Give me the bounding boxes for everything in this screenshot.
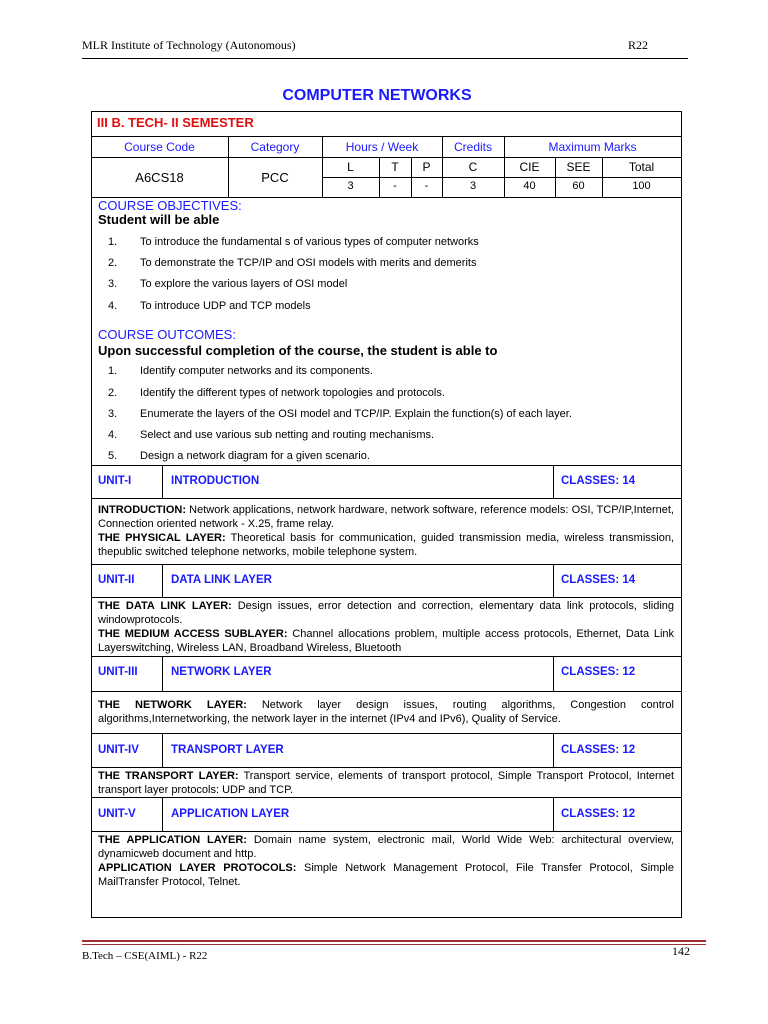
unit2-classes: CLASSES: 14	[561, 574, 636, 586]
unit1-content	[98, 503, 674, 559]
list-item: 2. To demonstrate the TCP/IP and OSI models with merits and demerits	[108, 257, 477, 269]
semester-divider	[91, 136, 681, 137]
sub-l: L	[347, 160, 354, 174]
list-item: 3. To explore the various layers of OSI model	[108, 278, 348, 290]
category-value: PCC	[261, 170, 289, 185]
unit1-bottom	[91, 498, 681, 499]
list-item: 3. Enumerate the layers of the OSI model and TCP/IP. Explain the function(s) of each layer.	[108, 408, 572, 420]
unit4-top	[91, 733, 681, 734]
unit1-top	[91, 465, 681, 466]
unit2-top	[91, 564, 681, 565]
paragraph: THE DATA LINK LAYER: Design issues, error detection and correction, elementary data link protocols, sliding windowprotocols.	[98, 600, 675, 626]
unit2-content	[98, 599, 674, 655]
sub-c: C	[468, 160, 478, 174]
course-code-value: A6CS18	[135, 170, 184, 185]
list-item: 4. To introduce UDP and TCP models	[108, 300, 311, 312]
header-category: Category	[250, 140, 300, 154]
unit4-name: TRANSPORT LAYER	[171, 744, 284, 756]
paragraph: THE MEDIUM ACCESS SUBLAYER: Channel allocations problem, multiple access protocols, Ethernet, Data Link Layerswitching, Wireless LAN, Broadband Wireless, Bluetooth	[98, 628, 675, 654]
objectives-sub: Student will be able	[98, 212, 220, 227]
unit1-label: UNIT-I	[98, 475, 132, 487]
unit1-name: INTRODUCTION	[171, 475, 260, 487]
paragraph: THE APPLICATION LAYER: Domain name system, electronic mail, World Wide Web: architectural overview, dynamicweb document and http.	[98, 834, 674, 860]
unit4-label: UNIT-IV	[98, 744, 139, 756]
unit3-classes: CLASSES: 12	[561, 666, 636, 678]
footer-rule-bottom	[82, 944, 706, 945]
unit1-v2	[553, 465, 554, 498]
sub-see: SEE	[566, 160, 591, 174]
unit5-label: UNIT-V	[98, 808, 136, 820]
unit4-classes: CLASSES: 12	[561, 744, 636, 756]
regulation-label: R22	[628, 38, 649, 52]
unit2-v2	[553, 564, 554, 597]
unit5-bottom	[91, 831, 681, 832]
unit3-v2	[553, 656, 554, 691]
t-value: -	[393, 180, 397, 192]
sub-t: T	[391, 160, 399, 174]
unit2-label: UNIT-II	[98, 574, 135, 586]
header-max-marks: Maximum Marks	[548, 140, 637, 154]
unit5-v1	[162, 797, 163, 831]
footer-program: B.Tech – CSE(AIML) - R22	[82, 950, 208, 962]
unit4-content	[98, 769, 674, 797]
unit3-name: NETWORK LAYER	[171, 666, 272, 678]
sub-total: Total	[628, 160, 655, 174]
unit5-classes: CLASSES: 12	[561, 808, 636, 820]
list-item: 1. To introduce the fundamental s of various types of computer networks	[108, 236, 479, 248]
l-value: 3	[347, 180, 354, 192]
see-value: 60	[572, 180, 585, 192]
header-credits: Credits	[453, 140, 492, 154]
unit3-bottom	[91, 691, 681, 692]
paragraph: THE PHYSICAL LAYER: Theoretical basis for communication, guided transmission media, wireless transmission, thepublic switched telephone networks, mobile telephone system.	[98, 532, 674, 558]
list-item: 4. Select and use various sub netting and routing mechanisms.	[108, 429, 435, 441]
header-hours: Hours / Week	[345, 140, 419, 154]
sub-p: P	[422, 160, 431, 174]
footer-rule-top	[82, 940, 706, 942]
paragraph: INTRODUCTION: Network applications, network hardware, network software, reference models: OSI, TCP/IP,Internet, Connection oriented network - X.25, frame relay.	[98, 504, 674, 530]
table-line-1	[91, 157, 681, 158]
unit3-label: UNIT-III	[98, 666, 138, 678]
unit3-top	[91, 656, 681, 657]
paragraph: THE NETWORK LAYER: Network layer design issues, routing algorithms, Congestion control algorithms,Internetworking, the network layer in the internet (IPv4 and IPv6), Quality of Service.	[98, 699, 674, 725]
total-value: 100	[632, 180, 651, 192]
paragraph: THE TRANSPORT LAYER: Transport service, elements of transport protocol, Simple Transport Protocol, Internet transport layer protocols: UDP and TCP.	[98, 770, 674, 796]
unit4-v2	[553, 733, 554, 767]
p-value: -	[424, 180, 429, 192]
unit2-v1	[162, 564, 163, 597]
outcomes-sub: Upon successful completion of the course, the student is able to	[98, 343, 498, 358]
header-divider	[82, 58, 688, 59]
page-title: COMPUTER NETWORKS	[282, 87, 472, 104]
table-line-2	[322, 177, 681, 178]
unit4-bottom	[91, 767, 681, 768]
paragraph: APPLICATION LAYER PROTOCOLS: Simple Network Management Protocol, File Transfer Protocol, Simple MailTransfer Protocol, Telnet.	[98, 862, 674, 888]
unit4-v1	[162, 733, 163, 767]
unit2-name: DATA LINK LAYER	[171, 574, 272, 586]
objectives-heading: COURSE OBJECTIVES:	[98, 198, 242, 213]
semester-label: III B. TECH- II SEMESTER	[97, 115, 254, 130]
header-course-code: Course Code	[124, 140, 195, 154]
unit5-content	[98, 833, 674, 889]
unit1-classes: CLASSES: 14	[561, 475, 636, 487]
institute-name: MLR Institute of Technology (Autonomous)	[82, 38, 296, 52]
page-number: 142	[672, 944, 690, 958]
unit3-content	[98, 698, 674, 726]
list-item: 1. Identify computer networks and its components.	[108, 365, 373, 377]
list-item: 5. Design a network diagram for a given scenario.	[108, 450, 370, 462]
unit3-v1	[162, 656, 163, 691]
cie-value: 40	[523, 180, 536, 192]
unit1-v1	[162, 465, 163, 498]
list-item: 2. Identify the different types of network topologies and protocols.	[108, 387, 445, 399]
c-value: 3	[469, 180, 477, 192]
outcomes-heading: COURSE OUTCOMES:	[98, 327, 236, 342]
unit2-bottom	[91, 597, 681, 598]
unit5-v2	[553, 797, 554, 831]
unit5-name: APPLICATION LAYER	[171, 808, 290, 820]
sub-cie: CIE	[519, 160, 540, 174]
unit5-top	[91, 797, 681, 798]
